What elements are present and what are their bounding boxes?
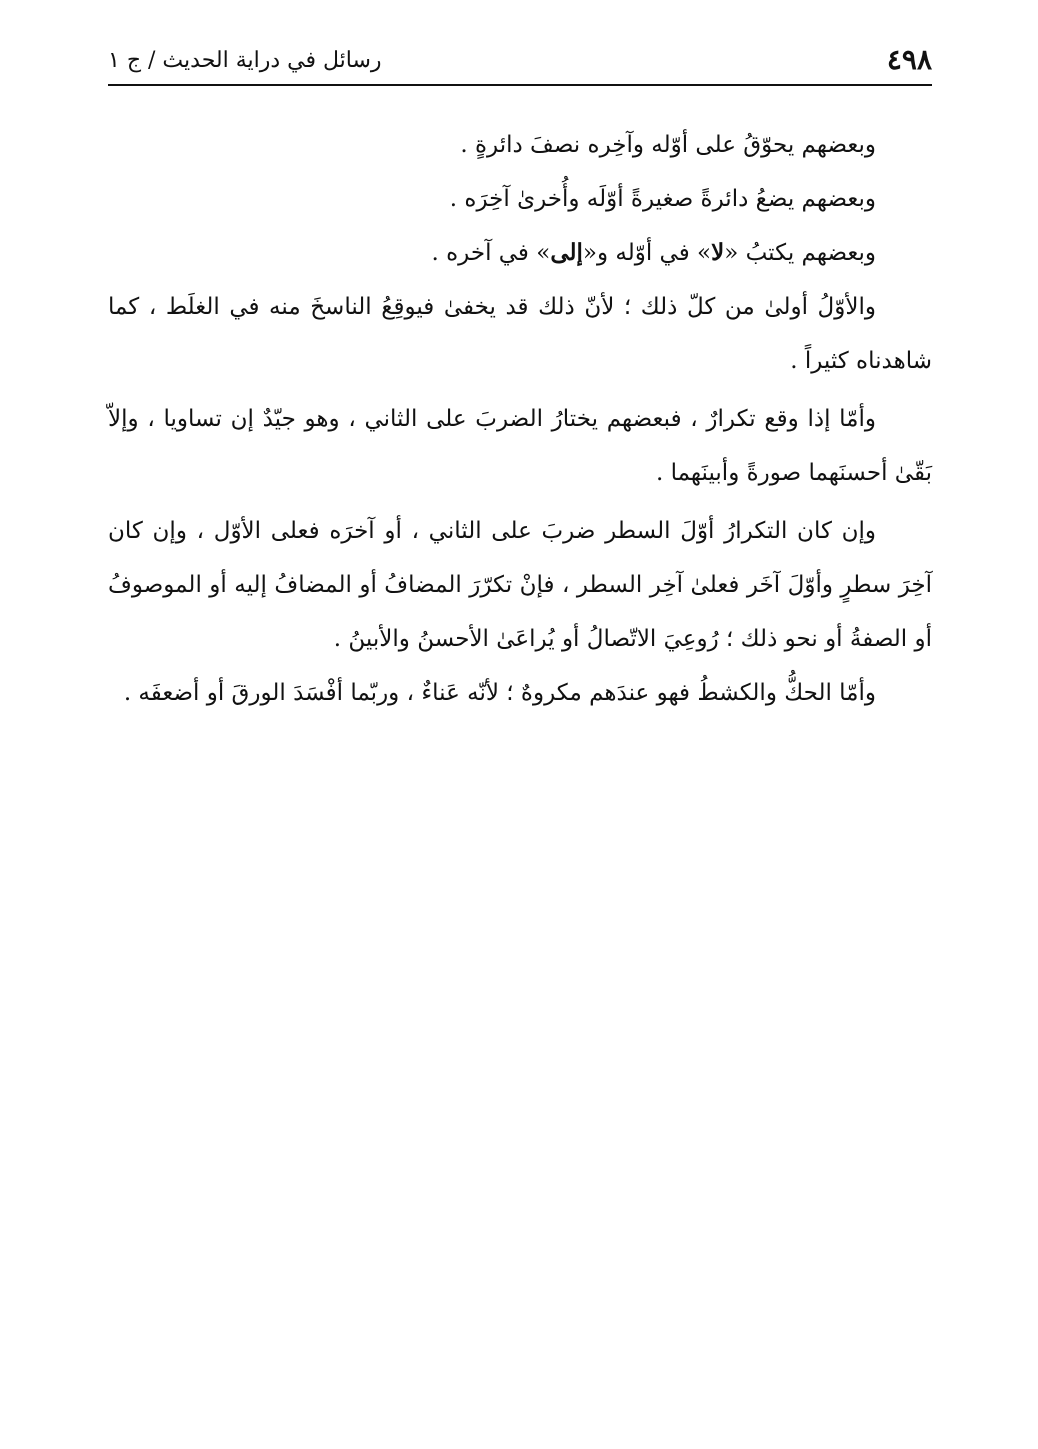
paragraph-3-after: » في آخره . [431,240,551,266]
paragraph-7: وأمّا الحكُّ والكشطُ فهو عندَهم مكروهٌ ؛ لأنّه عَناءٌ ، وربّما أفْسَدَ الورقَ أو أضعفَه . [123,680,876,706]
page-header [108,40,932,84]
paragraph-3 [108,226,932,280]
paragraph-3-bold-la: لا [711,239,725,266]
paragraph-6: وإن كان التكرارُ أوّلَ السطر ضربَ على الثاني ، أو آخرَه فعلى الأوّل ، وإن كان آخِرَ سطرٍ وأوّلَ آخَر فعلىٰ آخِر السطر ، فإنْ تكرّرَ المضافُ أو المضافُ إليه أو الموصوفُ أو الصفةُ أو نحو ذلك ؛ رُوعِيَ الاتّصالُ أو يُراعَىٰ الأحسنُ والأبينُ . [108,518,932,652]
paragraph-1: وبعضهم يحوّقُ على أوّله وآخِره نصفَ دائرةٍ . [460,132,876,158]
paragraph-5: وأمّا إذا وقع تكرارٌ ، فبعضهم يختارُ الضربَ على الثاني ، وهو جيّدٌ إن تساويا ، وإلاّ بَقّىٰ أحسنَهما صورةً وأبينَهما . [108,406,932,486]
page-body [108,118,932,720]
page-number: ٤٩٨ [886,43,932,76]
paragraph-3-before: وبعضهم يكتبُ « [724,240,876,266]
paragraph-3-middle: » في أوّله و« [582,240,712,266]
paragraph-4: والأوّلُ أولىٰ من كلّ ذلك ؛ لأنّ ذلك قد يخفىٰ فيوقِعُ الناسخَ منه في الغلَط ، كما شاهدناه كثيراً . [108,294,932,374]
running-title: رسائل في دراية الحديث / ج ١ [108,48,382,73]
header-divider [108,84,932,86]
paragraph-2: وبعضهم يضعُ دائرةً صغيرةً أوّلَه وأُخرىٰ آخِرَه . [449,186,876,212]
paragraph-3-bold-ila: إلى [550,239,583,266]
